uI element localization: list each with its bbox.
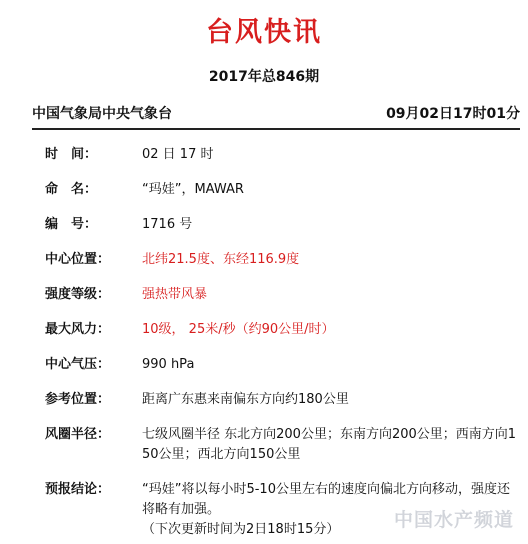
forecast-note: （下次更新时间为2日18时15分） (142, 522, 340, 537)
watermark-logo: 中国水产频道 (393, 509, 514, 531)
field-label: 最大风力： (45, 322, 111, 337)
header-divider (32, 128, 520, 130)
field-label: 预报结论： (45, 482, 111, 497)
bulletin-title: 台风快讯 (206, 17, 322, 48)
field-max-wind (45, 320, 520, 340)
field-label: 命 名： (45, 182, 98, 197)
field-value: 990 hPa (142, 357, 195, 372)
agency-name: 中国气象局中央气象台 (32, 106, 172, 122)
field-value: 02 日 17 时 (142, 147, 214, 162)
field-value: 强热带风暴 (142, 287, 208, 302)
field-label: 中心气压： (45, 357, 111, 372)
field-intensity (45, 285, 520, 305)
issued-time: 09月02日17时01分 (386, 106, 520, 122)
field-label: 风圈半径： (45, 427, 111, 442)
field-value: 北纬21.5度、东经116.9度 (142, 252, 300, 267)
field-label: 编 号： (45, 217, 98, 232)
field-pressure (45, 355, 520, 375)
field-value: “玛娃”，MAWAR (142, 182, 244, 197)
field-value: “玛娃”将以每小时5-10公里左右的速度向偏北方向移动，强度还将略有加强。 (142, 482, 510, 517)
field-label: 强度等级： (45, 287, 111, 302)
field-value: 10级， 25米/秒（约90公里/时） (142, 322, 335, 337)
field-name (45, 180, 520, 200)
field-value: 距离广东惠来南偏东方向约180公里 (142, 392, 349, 407)
bulletin-fields (45, 145, 520, 540)
field-reference-position (45, 390, 520, 410)
field-wind-radius (45, 425, 520, 465)
field-center-position (45, 250, 520, 270)
field-label: 参考位置： (45, 392, 111, 407)
field-label: 中心位置： (45, 252, 111, 267)
field-label: 时 间： (45, 147, 98, 162)
field-value: 1716 号 (142, 217, 193, 232)
issue-number: 2017年总846期 (208, 69, 320, 85)
field-number (45, 215, 520, 235)
field-time (45, 145, 520, 165)
field-value: 七级风圈半径 东北方向200公里；东南方向200公里；西南方向150公里；西北方向150公里 (142, 427, 517, 462)
